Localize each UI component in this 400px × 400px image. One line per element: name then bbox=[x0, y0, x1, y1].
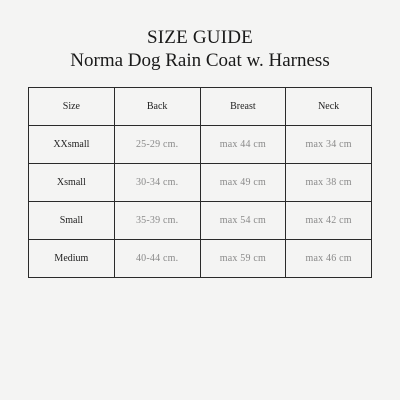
table-row bbox=[29, 164, 372, 202]
product-name: Norma Dog Rain Coat w. Harness bbox=[70, 50, 330, 71]
breast-cell: max 54 cm bbox=[200, 202, 286, 240]
back-cell: 35-39 cm. bbox=[114, 202, 200, 240]
breast-cell: max 44 cm bbox=[200, 126, 286, 164]
column-header-size: Size bbox=[29, 88, 115, 126]
back-cell: 25-29 cm. bbox=[114, 126, 200, 164]
back-cell: 40-44 cm. bbox=[114, 240, 200, 278]
table-row bbox=[29, 126, 372, 164]
neck-cell: max 42 cm bbox=[286, 202, 372, 240]
size-cell: Medium bbox=[29, 240, 115, 278]
size-cell: XXsmall bbox=[29, 126, 115, 164]
back-cell: 30-34 cm. bbox=[114, 164, 200, 202]
table-row bbox=[29, 240, 372, 278]
neck-cell: max 38 cm bbox=[286, 164, 372, 202]
neck-cell: max 46 cm bbox=[286, 240, 372, 278]
breast-cell: max 49 cm bbox=[200, 164, 286, 202]
column-header-back: Back bbox=[114, 88, 200, 126]
breast-cell: max 59 cm bbox=[200, 240, 286, 278]
size-guide-table bbox=[28, 87, 372, 278]
column-header-breast: Breast bbox=[200, 88, 286, 126]
table-row bbox=[29, 202, 372, 240]
neck-cell: max 34 cm bbox=[286, 126, 372, 164]
size-cell: Small bbox=[29, 202, 115, 240]
page-title: SIZE GUIDE bbox=[147, 27, 253, 48]
table-header-row bbox=[29, 88, 372, 126]
size-cell: Xsmall bbox=[29, 164, 115, 202]
column-header-neck: Neck bbox=[286, 88, 372, 126]
